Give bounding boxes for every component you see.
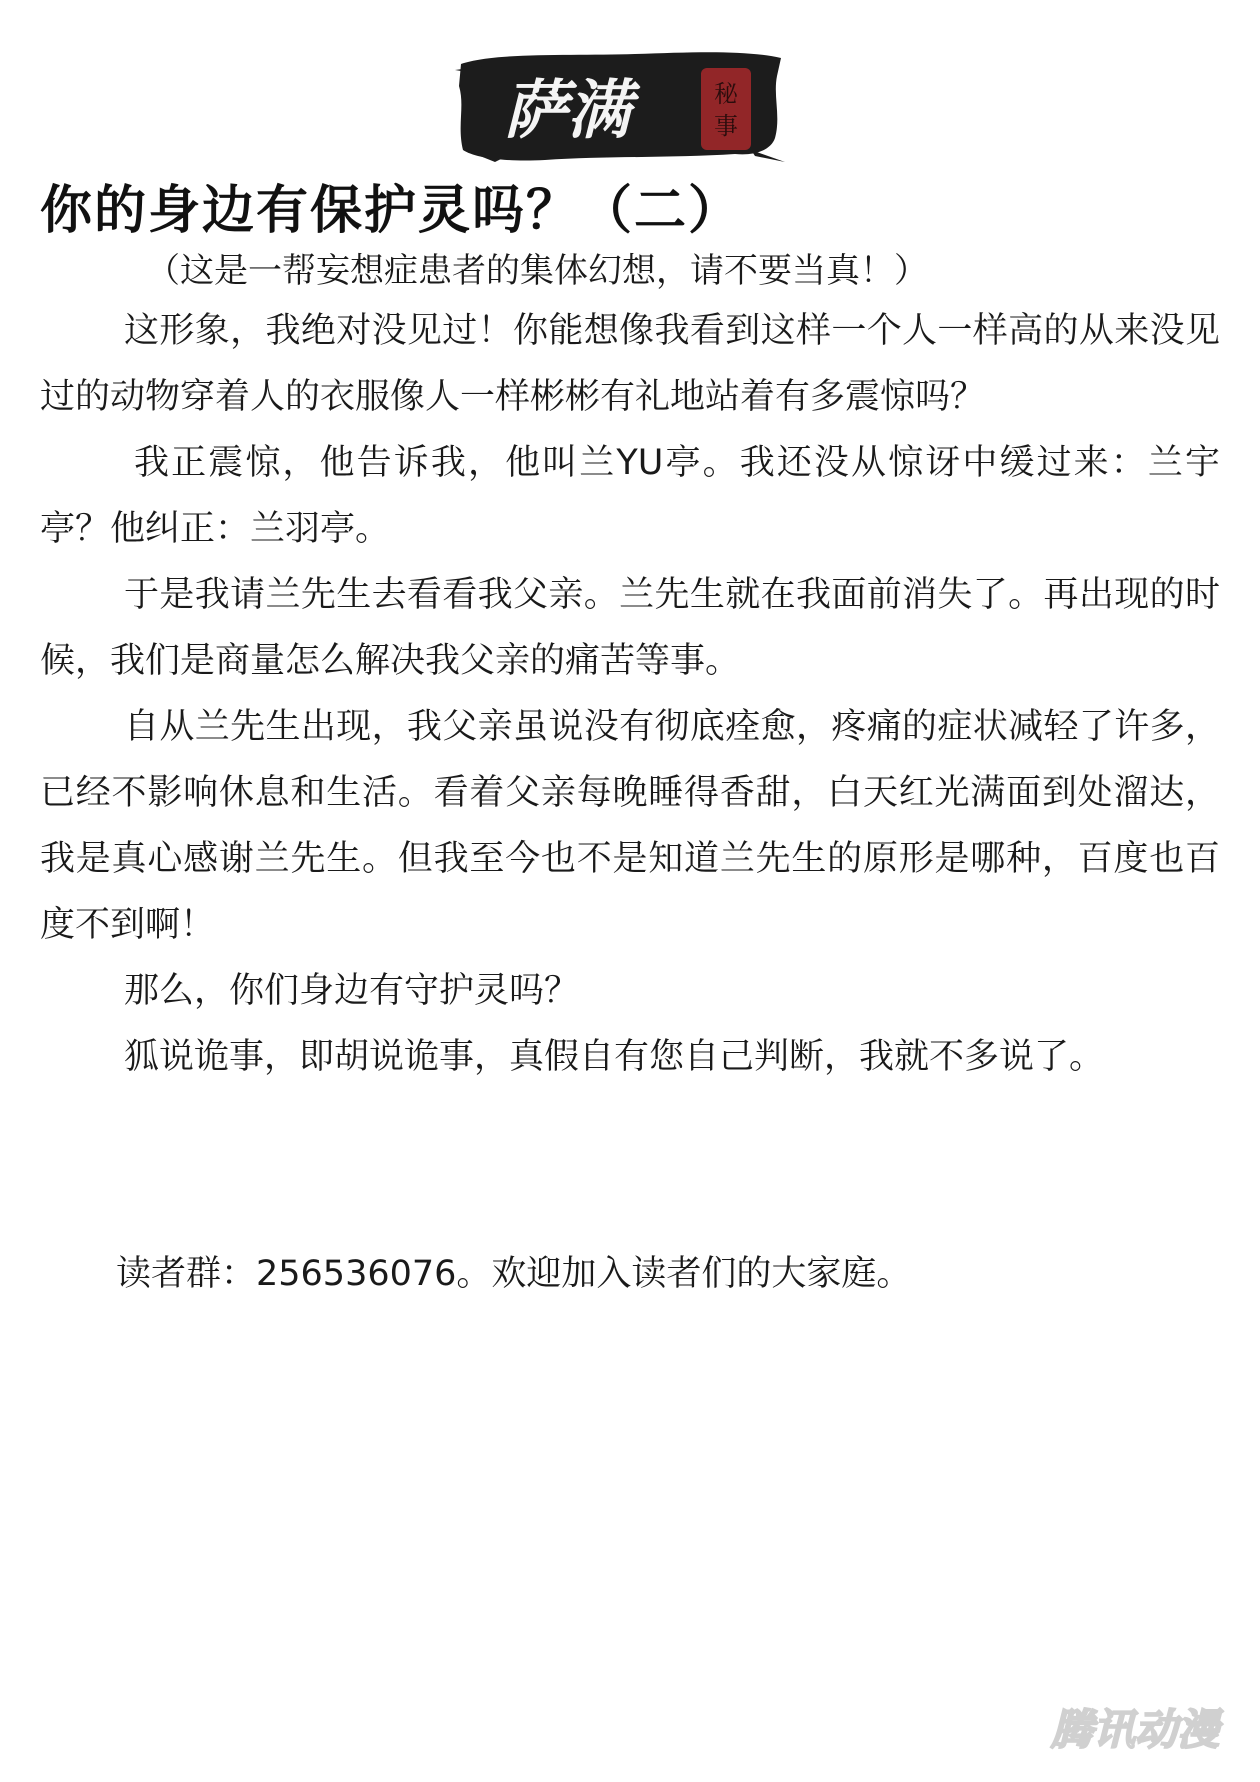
paragraph: 于是我请兰先生去看看我父亲。兰先生就在我面前消失了。再出现的时候，我们是商量怎么解决我父亲的痛苦等事。 [40,575,1220,681]
article-title: 你的身边有保护灵吗？（二） [40,181,743,241]
paragraph: 那么，你们身边有守护灵吗？ [124,971,580,1011]
watermark-text: 腾讯动漫 [1050,1705,1220,1754]
paragraph: 我正震惊，他告诉我，他叫兰YU亭。我还没从惊讶中缓过来：兰宇亭？他纠正：兰羽亭。 [40,443,1220,549]
article-body [40,298,1220,1090]
paragraph: 狐说诡事，即胡说诡事，真假自有您自己判断，我就不多说了。 [124,1037,1105,1077]
seal-text-2: 事 [714,112,738,140]
watermark-logo [1030,1698,1240,1760]
logo-text: 萨满 [503,73,631,148]
brush-stroke-logo [455,46,785,166]
paragraph: 这形象，我绝对没见过！你能想像我看到这样一个人一样高的从来没见过的动物穿着人的衣服像人一样彬彬有礼地站着有多震惊吗？ [40,311,1220,417]
paragraph: 自从兰先生出现，我父亲虽说没有彻底痊愈，疼痛的症状减轻了许多，已经不影响休息和生活。看着父亲每晚睡得香甜，白天红光满面到处溜达，我是真心感谢兰先生。但我至今也不是知道兰先生的原形是哪种，百度也百度不到啊！ [40,707,1220,945]
series-logo [455,46,785,166]
article-disclaimer: （这是一帮妄想症患者的集体幻想，请不要当真！） [146,251,928,291]
reader-group-info: 读者群：256536076。欢迎加入读者们的大家庭。 [116,1254,912,1294]
seal-text: 秘 [714,80,738,108]
